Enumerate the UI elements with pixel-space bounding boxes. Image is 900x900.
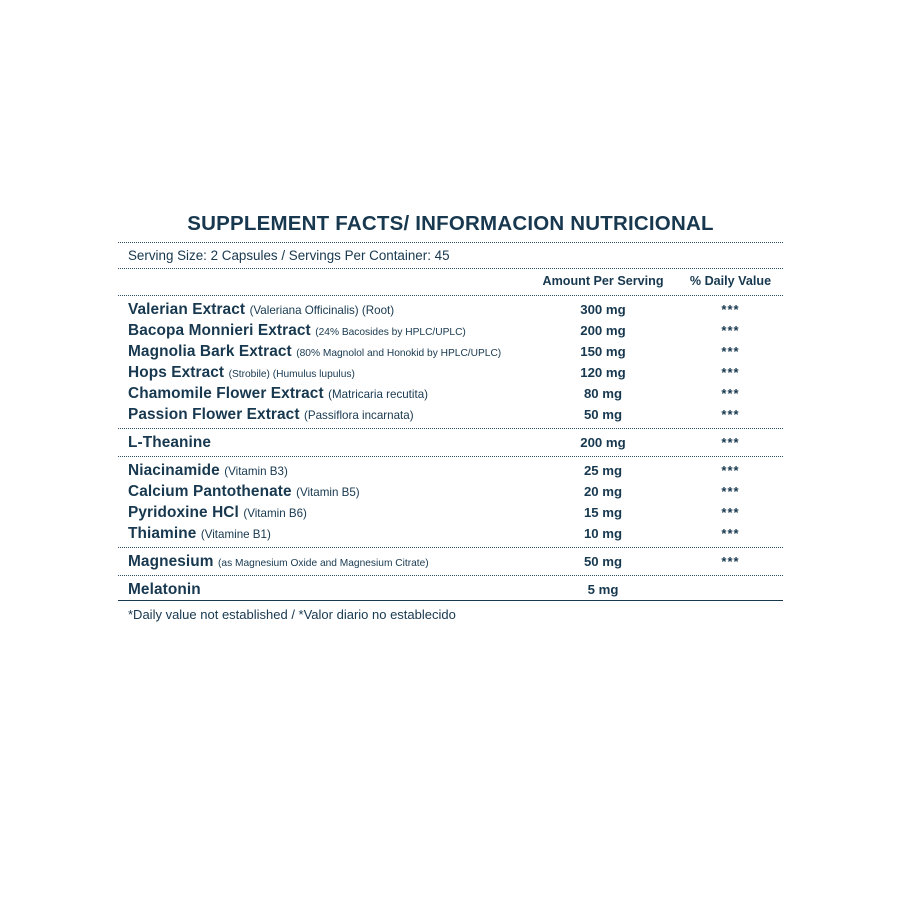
- table-row: [118, 551, 783, 572]
- ingredient-name: L-Theanine: [128, 434, 212, 451]
- amount-per-serving-cell: 200 mg: [580, 435, 626, 450]
- table-row: [118, 432, 783, 453]
- daily-value-cell: [678, 579, 783, 600]
- ingredient-name: Valerian Extract: [128, 301, 246, 318]
- daily-value-cell: ***: [721, 526, 740, 541]
- amount-per-serving-cell: 150 mg: [580, 344, 626, 359]
- ingredient-name: Thiamine: [128, 525, 197, 542]
- table-row: [118, 299, 783, 320]
- daily-value-cell: ***: [721, 554, 740, 569]
- table-row: [118, 383, 783, 404]
- ingredient-name-cell: [118, 383, 528, 404]
- ingredient-name-cell: [118, 362, 528, 383]
- daily-value-cell: ***: [721, 435, 740, 450]
- daily-value-cell: ***: [721, 344, 740, 359]
- amount-per-serving-cell: 50 mg: [583, 554, 623, 569]
- daily-value-cell: ***: [721, 505, 740, 520]
- supplement-facts-inner: [118, 208, 783, 622]
- ingredient-qualifier: (Vitamin B6): [243, 507, 307, 520]
- amount-per-serving-cell: 50 mg: [583, 407, 623, 422]
- table-row: [118, 362, 783, 383]
- daily-value-cell: ***: [721, 302, 740, 317]
- daily-value-cell: ***: [721, 407, 740, 422]
- row-separator-line: [118, 572, 783, 579]
- daily-value-cell: ***: [721, 323, 740, 338]
- table-row: [118, 523, 783, 544]
- table-row: [118, 502, 783, 523]
- ingredient-name-cell: [118, 460, 528, 481]
- ingredient-name: Melatonin: [128, 581, 201, 598]
- row-separator: [118, 453, 783, 460]
- amount-per-serving-cell: 80 mg: [583, 386, 623, 401]
- serving-size-line: Serving Size: 2 Capsules / Servings Per Container: 45: [128, 248, 450, 263]
- table-row: [118, 404, 783, 425]
- column-header-daily-value: % Daily Value: [689, 274, 772, 288]
- ingredient-name-cell: [118, 551, 528, 572]
- table-row: [118, 320, 783, 341]
- daily-value-cell: ***: [721, 484, 740, 499]
- page-title: SUPPLEMENT FACTS/ INFORMACION NUTRICIONAL: [187, 212, 714, 235]
- row-separator-line: [118, 544, 783, 551]
- ingredient-qualifier: (24% Bacosides by HPLC/UPLC): [315, 327, 466, 338]
- supplement-facts-table: [118, 269, 783, 600]
- daily-value-cell: ***: [721, 463, 740, 478]
- ingredient-name: Magnesium: [128, 553, 214, 570]
- daily-value-cell: ***: [721, 386, 740, 401]
- ingredient-name: Calcium Pantothenate: [128, 483, 292, 500]
- supplement-facts-panel: [96, 200, 804, 705]
- ingredient-name: Passion Flower Extract: [128, 406, 300, 423]
- amount-per-serving-cell: 120 mg: [580, 365, 626, 380]
- ingredient-name-cell: [118, 404, 528, 425]
- ingredient-qualifier: (Vitamin B5): [296, 486, 360, 499]
- row-separator-line: [118, 292, 783, 299]
- ingredient-qualifier: (Vitamin B3): [224, 465, 288, 478]
- ingredient-qualifier: (as Magnesium Oxide and Magnesium Citrate): [218, 558, 429, 569]
- footnote-text: *Daily value not established / *Valor diario no establecido: [128, 607, 456, 622]
- table-row: [118, 481, 783, 502]
- ingredient-name-cell: [118, 481, 528, 502]
- row-separator-line: [118, 453, 783, 460]
- ingredient-name: Magnolia Bark Extract: [128, 343, 292, 360]
- amount-per-serving-cell: 20 mg: [583, 484, 623, 499]
- table-row: [118, 579, 783, 600]
- ingredient-name: Bacopa Monnieri Extract: [128, 322, 311, 339]
- table-header-row: [118, 269, 783, 292]
- ingredient-name: Niacinamide: [128, 462, 220, 479]
- amount-per-serving-cell: 300 mg: [580, 302, 626, 317]
- amount-per-serving-cell: 5 mg: [587, 582, 619, 597]
- ingredient-name-cell: [118, 432, 528, 453]
- ingredient-name-cell: [118, 502, 528, 523]
- row-separator: [118, 292, 783, 299]
- ingredient-qualifier: (Valeriana Officinalis) (Root): [249, 304, 395, 317]
- column-header-amount: Amount Per Serving: [542, 274, 664, 288]
- table-row: [118, 341, 783, 362]
- daily-value-cell: ***: [721, 365, 740, 380]
- ingredient-qualifier: (Strobile) (Humulus lupulus): [228, 369, 355, 380]
- amount-per-serving-cell: 25 mg: [583, 463, 623, 478]
- ingredient-name-cell: [118, 320, 528, 341]
- table-body: [118, 292, 783, 600]
- ingredient-name: Pyridoxine HCl: [128, 504, 239, 521]
- ingredient-name-cell: [118, 579, 528, 600]
- ingredient-qualifier: (Vitamine B1): [200, 528, 271, 541]
- ingredient-name-cell: [118, 341, 528, 362]
- row-separator: [118, 544, 783, 551]
- amount-per-serving-cell: 10 mg: [583, 526, 623, 541]
- ingredient-qualifier: (80% Magnolol and Honokid by HPLC/UPLC): [296, 348, 502, 359]
- row-separator: [118, 425, 783, 432]
- row-separator: [118, 572, 783, 579]
- ingredient-name-cell: [118, 299, 528, 320]
- ingredient-name: Chamomile Flower Extract: [128, 385, 324, 402]
- table-row: [118, 460, 783, 481]
- ingredient-qualifier: (Passiflora incarnata): [304, 409, 414, 422]
- amount-per-serving-cell: 15 mg: [583, 505, 623, 520]
- ingredient-qualifier: (Matricaria recutita): [328, 388, 429, 401]
- column-header-name: [118, 269, 528, 292]
- amount-per-serving-cell: 200 mg: [580, 323, 626, 338]
- ingredient-name-cell: [118, 523, 528, 544]
- row-separator-line: [118, 425, 783, 432]
- ingredient-name: Hops Extract: [128, 364, 225, 381]
